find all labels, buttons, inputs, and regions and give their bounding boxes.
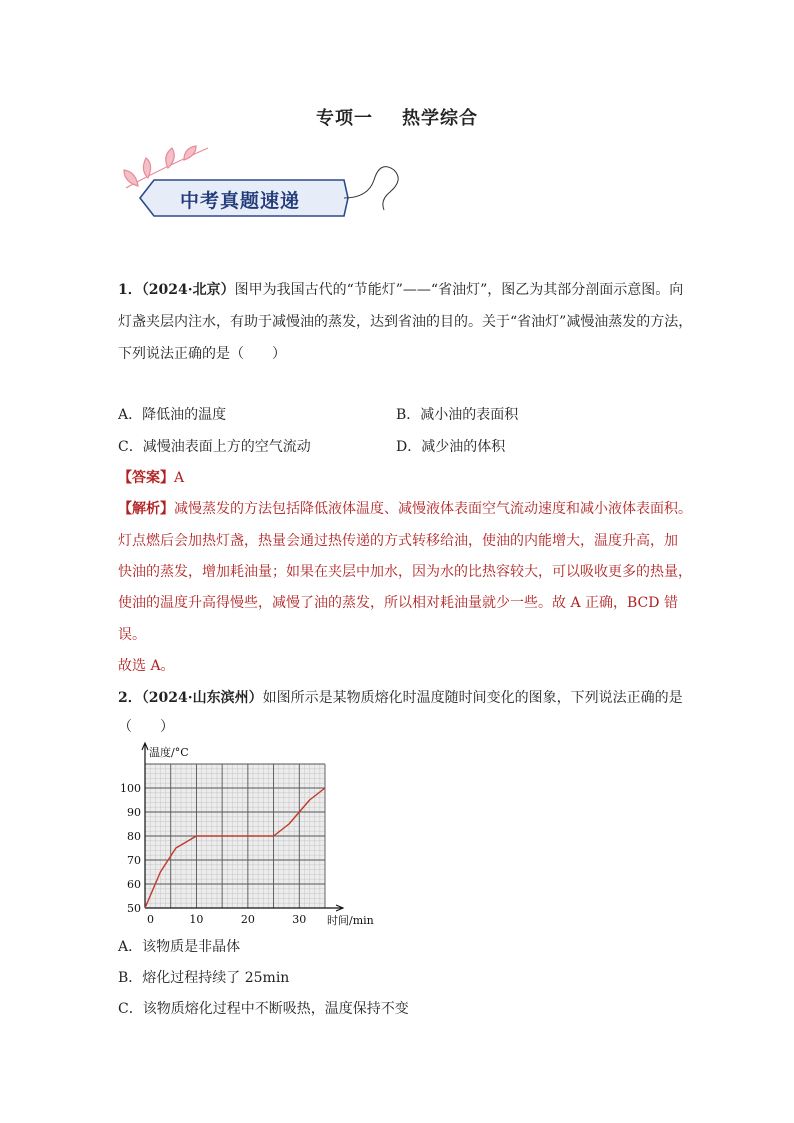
analysis-label: 【解析】 bbox=[118, 501, 174, 517]
q2-option-a: A．该物质是非晶体 bbox=[118, 939, 241, 955]
q1-line-3: 下列说法正确的是（ ） bbox=[118, 346, 286, 362]
melting-chart bbox=[112, 740, 382, 932]
q1-answer bbox=[118, 467, 678, 487]
x-tick-label: 10 bbox=[189, 913, 204, 926]
analysis-line-3: 快油的蒸发，增加耗油量；如果在夹层中加水，因为水的比热容较大，可以吸收更多的热量， bbox=[118, 564, 692, 580]
q2-number: 2． bbox=[118, 690, 142, 706]
x-axis-label: 时间/min bbox=[327, 914, 374, 927]
q2-option-c: C．该物质熔化过程中不断吸热，温度保持不变 bbox=[118, 1001, 409, 1017]
q1-number: 1． bbox=[118, 282, 142, 298]
q1-line-2: 灯盏夹层内注水，有助于减慢油的蒸发，达到省油的目的。关于“省油灯”减慢油蒸发的方法， bbox=[118, 314, 693, 330]
y-tick-label: 50 bbox=[127, 902, 141, 915]
swirl-icon bbox=[344, 167, 398, 210]
y-tick-label: 60 bbox=[127, 878, 141, 891]
x-tick-label: 0 bbox=[147, 913, 154, 926]
q2-line-1 bbox=[118, 687, 683, 707]
y-tick-label: 90 bbox=[127, 806, 141, 819]
conclusion: 故选 A。 bbox=[118, 658, 175, 674]
analysis-line-1 bbox=[118, 498, 692, 518]
analysis-line-5: 误。 bbox=[118, 627, 146, 643]
y-tick-label: 80 bbox=[127, 830, 141, 843]
analysis-text-1: 减慢蒸发的方法包括降低液体温度、减慢液体表面空气流动速度和减小液体表面积。 bbox=[174, 501, 692, 517]
q2-option-b: B．熔化过程持续了 25min bbox=[118, 970, 290, 986]
analysis-line-2: 灯点燃后会加热灯盏，热量会通过热传递的方式转移给油，使油的内能增大，温度升高，加 bbox=[118, 533, 678, 549]
q2-line-2: （ ） bbox=[118, 719, 174, 735]
q1-text-1: 图甲为我国古代的“节能灯”——“省油灯”，图乙为其部分剖面示意图。向 bbox=[234, 282, 684, 298]
x-tick-label: 20 bbox=[240, 913, 255, 926]
q2-text-1: 如图所示是某物质熔化时温度随时间变化的图象，下列说法正确的是 bbox=[262, 690, 683, 706]
q1-line-1 bbox=[118, 279, 684, 299]
q1-option-d: D．减少油的体积 bbox=[396, 439, 506, 455]
q1-option-c: C．减慢油表面上方的空气流动 bbox=[118, 439, 311, 455]
y-tick-label: 100 bbox=[120, 782, 141, 795]
q1-option-a: A．降低油的温度 bbox=[118, 407, 227, 423]
q1-source: （2024·北京） bbox=[141, 282, 235, 298]
analysis-line-4: 使油的温度升高得慢些，减慢了油的蒸发，所以相对耗油量就少一些。故 A 正确，BCD 错 bbox=[118, 595, 678, 611]
y-tick-label: 70 bbox=[127, 854, 141, 867]
y-axis-label: 温度/°C bbox=[149, 746, 189, 759]
answer-value: A bbox=[174, 470, 185, 486]
page-title: 专项一 热学综合 bbox=[315, 108, 479, 129]
x-tick-label: 30 bbox=[292, 913, 307, 926]
banner-label: 中考真题速递 bbox=[180, 190, 301, 212]
q2-source: （2024·山东滨州） bbox=[141, 690, 263, 706]
answer-label: 【答案】 bbox=[118, 470, 174, 486]
q1-option-b: B．减小油的表面积 bbox=[396, 407, 519, 423]
